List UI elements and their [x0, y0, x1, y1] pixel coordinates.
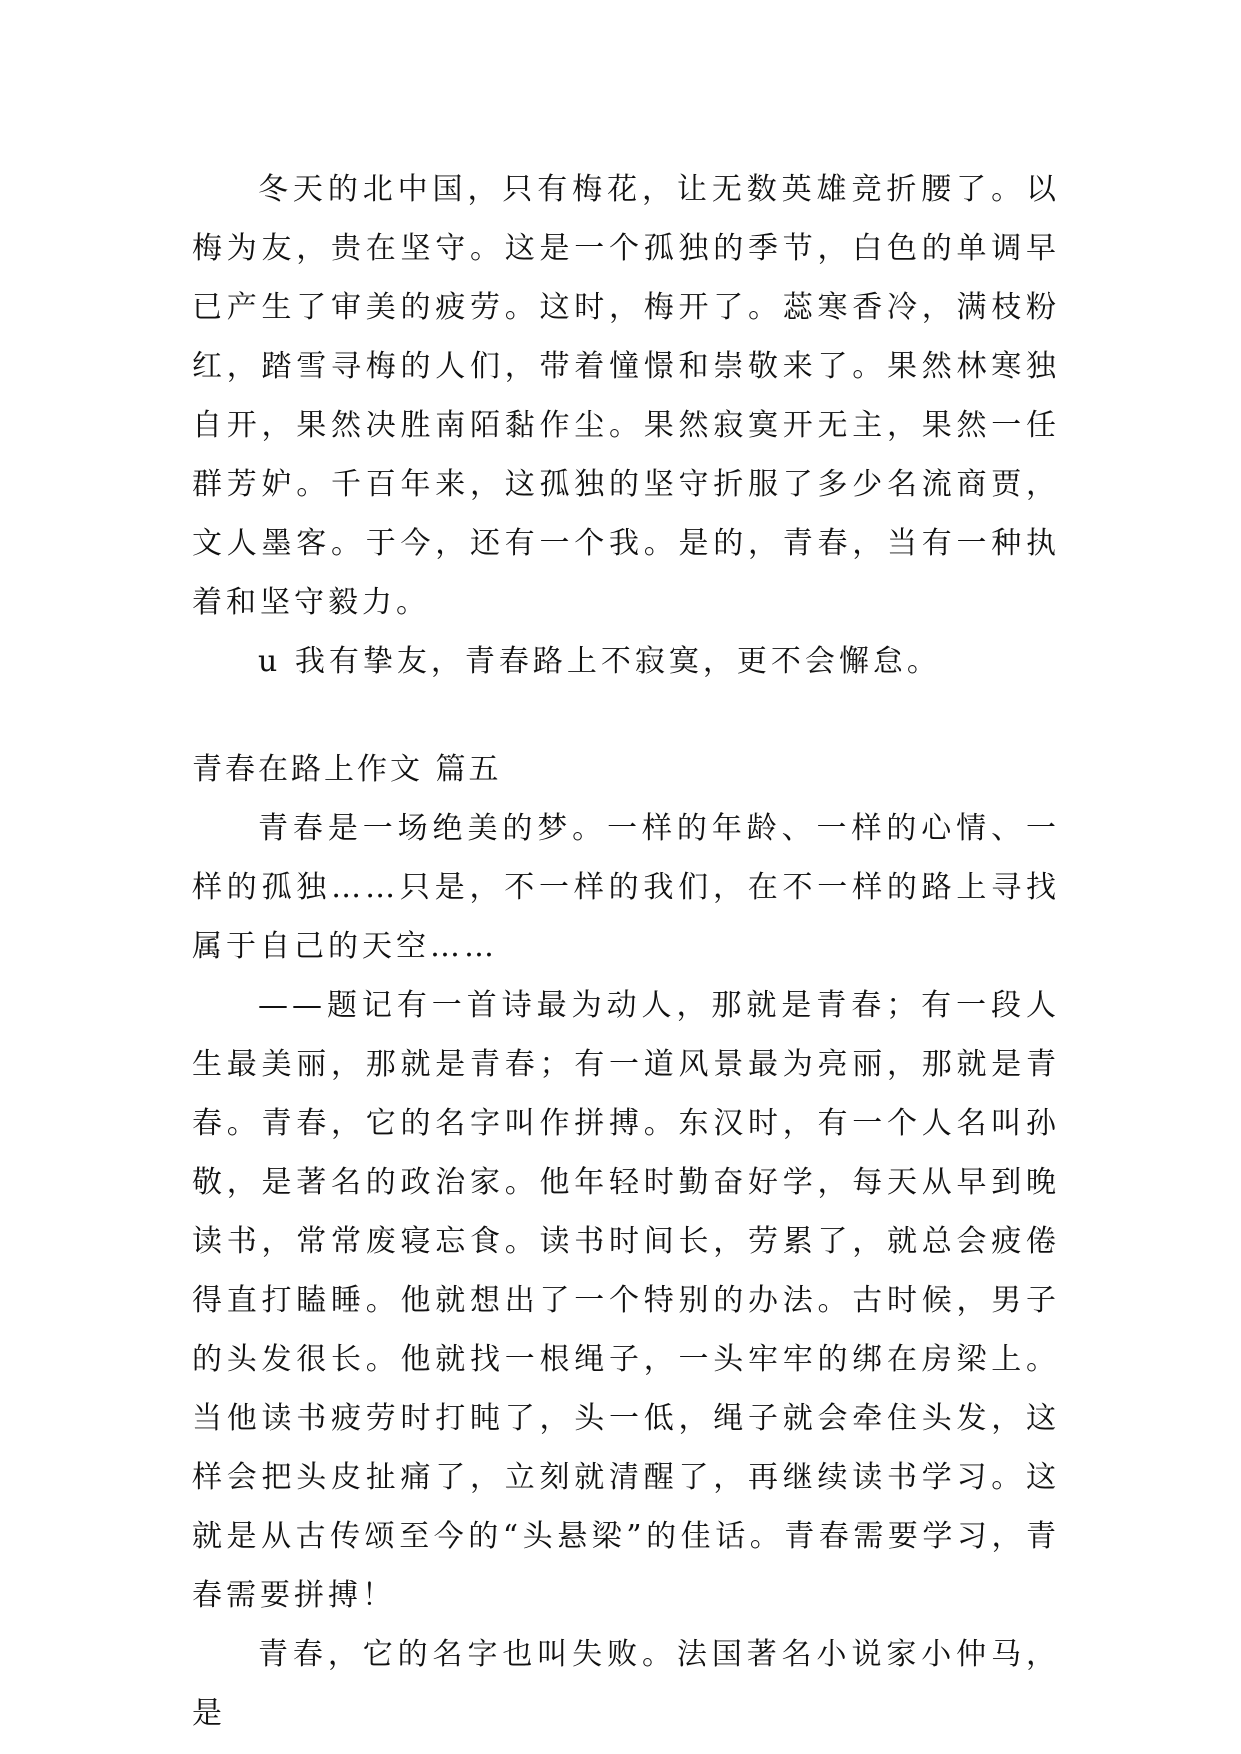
- paragraph-failure: 青春，它的名字也叫失败。法国著名小说家小仲马，是: [192, 1637, 1060, 1731]
- document-body: [192, 160, 1060, 1743]
- paragraph-plum-blossom: 冬天的北中国，只有梅花，让无数英雄竞折腰了。以梅为友，贵在坚守。这是一个孤独的季节，白色的单调早已产生了审美的疲劳。这时，梅开了。蕊寒香冷，满枝粉红，踏雪寻梅的人们，带着憧憬和崇敬来了。果然林寒独自开，果然决胜南陌黏作尘。果然寂寞开无主，果然一任群芳妒。千百年来，这孤独的坚守折服了多少名流商贾，文人墨客。于今，还有一个我。是的，青春，当有一种执着和坚守毅力。: [192, 172, 1060, 620]
- section-heading: 青春在路上作文 篇五: [192, 752, 502, 787]
- paragraph-friend: u 我有挚友，青春路上不寂寞，更不会懈怠。: [258, 644, 941, 679]
- paragraph-youth-dream: 青春是一场绝美的梦。一样的年龄、一样的心情、一样的孤独……只是，不一样的我们，在不一样的路上寻找属于自己的天空……: [192, 811, 1060, 964]
- paragraph-inscription: ——题记有一首诗最为动人，那就是青春；有一段人生最美丽，那就是青春；有一道风景最为亮丽，那就是青春。青春，它的名字叫作拼搏。东汉时，有一个人名叫孙敬，是著名的政治家。他年轻时勤奋好学，每天从早到晚读书，常常废寝忘食。读书时间长，劳累了，就总会疲倦得直打瞌睡。他就想出了一个特别的办法。古时候，男子的头发很长。他就找一根绳子，一头牢牢的绑在房梁上。当他读书疲劳时打盹了，头一低，绳子就会牵住头发，这样会把头皮扯痛了，立刻就清醒了，再继续读书学习。这就是从古传颂至今的“头悬梁”的佳话。青春需要学习，青春需要拼搏！: [192, 988, 1060, 1613]
